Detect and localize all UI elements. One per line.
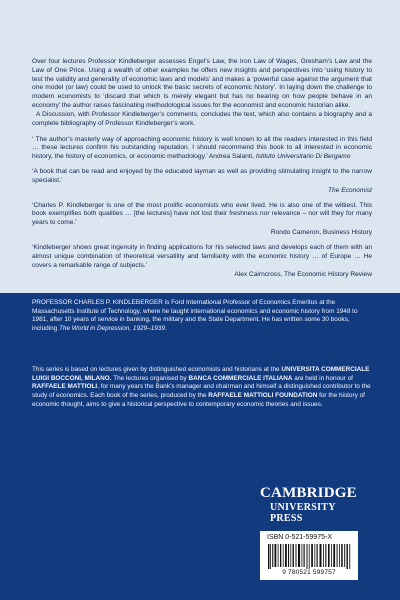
review-quote: ‘Charles P. Kindleberger is one of the most prolific economists who ever lived. He is also one of the wittiest. This book exemplifies both qualities … [the lectures] have not lost their freshness nor relevance – nor will they for many years to come.’: [32, 201, 372, 227]
barcode-number: 9 780521 599757: [282, 569, 336, 576]
review-source: Istituto Universitario Di Bergamo: [255, 153, 351, 161]
review-source: Rondo Cameron, Business History: [270, 229, 372, 237]
honoree-name: RAFFAELE MATTIOLI: [32, 383, 98, 391]
description: [32, 58, 372, 129]
review-source: Alex Cairncross, The Economic History Review: [234, 271, 372, 279]
review-2: [32, 168, 372, 195]
review-quote: ‘Kindleberger shows great ingenuity in finding applications for his selected laws and develops each of them with an almost unique combination of theoretical versatility and familiarity with the economic history … of Europe … He covers a remarkable range of subjects.’: [32, 243, 372, 269]
bank-name: BANCA COMMERCIALE ITALIANA: [188, 374, 293, 382]
review-quote: ‘ The author’s masterly way of approaching economic history is well known to all the readers interested in this field … these lectures confirm his outstanding reputation. I should recommend this book to all interested in economic history, the history of economics, or economic methodology.’ Andrea Salanti,: [32, 135, 372, 161]
publisher-name-line2: UNIVERSITY PRESS: [270, 502, 336, 524]
book-title: The World in Depression, 1929–1939: [59, 324, 165, 332]
barcode-panel: [260, 531, 358, 580]
publisher-name-line1: CAMBRIDGE: [260, 485, 357, 501]
foundation-name: RAFFAELE MATTIOLI FOUNDATION: [208, 391, 318, 399]
isbn-label: ISBN 0-521-59975-X: [267, 534, 332, 541]
blurb-content: [32, 58, 372, 286]
review-4: [32, 244, 372, 280]
review-3: [32, 202, 372, 238]
author-biography: PROFESSOR CHARLES P. KINDLEBERGER is Ford International Professor of Economics Emeritus at the Massachusetts Institute of Technology, where he taught international economics and economic history from 1948 to 1981, after 10 years of service in banking, the military and the State Department. He has written some 30 books, including The World in Depression, 1929–1939.: [32, 299, 358, 332]
review-1: [32, 136, 372, 162]
series-description: This series is based on lectures given by distinguished economists and historians at the UNIVERSITA COMMERCIALE LUIGI BOCCONI, MILANO. The lectures organised by BANCA COMMERCIALE ITALIANA are held in honour of RAFFAELE MATTIOLI, for many years the Bank’s manager and chairman and himself a distinguished contributor to the study of economics. Each book of the series, produced by the RAFFAELE MATTIOLI FOUNDATION for the history of economic thought, aims to give a historical perspective to contemporary economic theories and issues.: [32, 366, 371, 408]
reviews: [32, 136, 372, 281]
university-name: UNIVERSITA COMMERCIALE LUIGI BOCCONI, MILANO.: [32, 366, 370, 382]
publisher-logo: [260, 485, 358, 522]
author-bio-text: PROFESSOR CHARLES P. KINDLEBERGER is Ford International Professor of Economics Emeritus at the Massachusetts Institute of Technology, where he taught international economics and economic history from 1948 to 1981, after 10 years of service in banking, the military and the State Department. He has written some 30 books, including: [32, 299, 358, 332]
review-quote: ‘A book that can be read and enjoyed by the educated layman as well as providing stimulating insight to the narrow specialist.’: [32, 168, 372, 184]
barcode-icon: [267, 544, 352, 569]
description-paragraph: A Discussion, with Professor Kindleberger’s comments, concludes the text, which also contains a biography and a complete bibliography of Professor Kindleberger’s work.: [32, 110, 372, 127]
review-source: The Economist: [328, 186, 372, 194]
description-paragraph: Over four lectures Professor Kindleberger assesses Engel’s Law, the Iron Law of Wages, Gresham’s Law and the Law of One Price. Using a wealth of other examples he offers new insights and perspectives into ‘using history to test the validity and generality of economic laws and models’ and makes a ‘powerful case against the argument that one model (or law) could be used to unlock the basic secrets of economic history’. In laying down the challenge to modern economists to ‘discard that which is merely elegant but has no bearing on how people behave in an economy’ the author raises fascinating methodological issues for the economist and economic historian alike.: [32, 58, 372, 110]
